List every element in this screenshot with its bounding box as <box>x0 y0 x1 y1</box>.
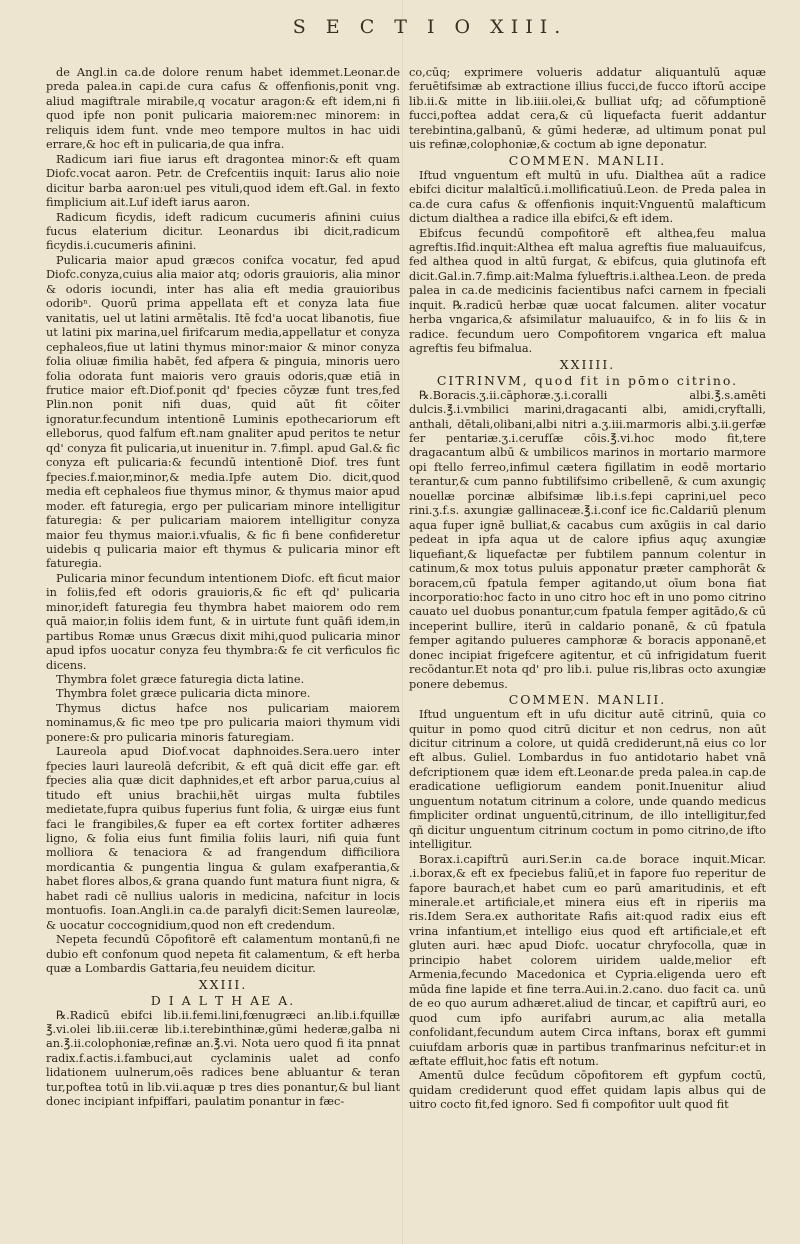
paragraph: Iftud unguentum eft in ufu dicitur autē citrinū, quia co quitur in pomo quod citrū dicitur et non cedrus, non aūt dicitur citrinum a colore, ut quidā crediderunt,nā eius co lor eft albus. Guliel. Lombardus in fuo antidotario habet vnā defcriptionem quæ idem eft.Leonar.de preda palea.in cap.de eradicatione uefligiorum eandem ponit.Inuenitur aliud unguentum notatum citrinum a colore, unde quando medicus fimpliciter ordinat unguentū,citrinum, de illo intelligitur,fed qñ dicitur unguentum citrinum coctum in pomo citrino,de ifto intelligitur. <box>409 708 766 852</box>
gutter <box>402 0 403 1244</box>
paragraph: Thymbra folet græce pulicaria dicta minore. <box>56 687 311 701</box>
paragraph: Radicum iari fiue iarus eft dragontea minor:& eft quam Diofc.vocat aaron. Petr. de Crefcentiis inquit: Iarus alio noie dicitur barba aaron:uel pes vituli,quod idem eft.Gal. in fexto fimplicium ait.Luf ideft iarus aaron. <box>46 152 400 210</box>
running-head: S E C T I O XIII. <box>292 16 568 38</box>
paragraph: Ebifcus fecundū compofitorē eft althea,feu malua agreftis.Ifid.inquit:Althea eft malua agreftis fiue maluauifcus, fed althea quod in altū furgat, & ebifcus, quia glutinofa eft dicit.Gal.in.7.fimp.ait:Malma fylueftris.i.althea.Leon. de preda palea in ca.de medicinis facientibus nafci carnem in fpeciali inquit. ℞.radicū herbæ quæ uocat falcumen. aliter vocatur herba vngarica,& afsimilatur maluauifco, & in fo liis & in radice. fecundum uero Compofitorem vngarica eft malua agreftis feu bifmalua. <box>409 226 766 356</box>
section-heading: XXIIII. <box>559 356 616 372</box>
paragraph: ℞.Radicū ebifci lib.ii.femi.lini,fœnugræci an.lib.i.fquillæ ℥.vi.olei lib.iii.ceræ lib.i.terebinthinæ,gūmi hederæ,galba ni an.℥.ii.colophoniæ,refinæ an.℥.vi. Nota uero quod fi ita pnnat radix.f.actis.i.fambuci,aut cyclaminis ualet ad confo lidationem uulnerum,oēs radices bene abluantur & teran tur,poftea totū in lib.vii.aquæ p tres dies ponantur,& bul liant donec incipiant infpiffari, paulatim ponantur in fæc- <box>46 1008 400 1109</box>
section-heading: CITRINVM, quod fit in pōmo citrino. <box>436 372 739 388</box>
paragraph: Pulicaria minor fecundum intentionem Diofc. eft ficut maior in foliis,fed eft odoris grauioris,& fic eft qd' pulicaria minor,ideft faturegia feu thymbra habet maiorem odo rem quā maior,in foliis idem funt, & in uirtute funt quāfi idem,in partibus Romæ unus Græcus dixit mihi,quod pulicaria minor apud ipfos uocatur conyza feu thymbra:& fe cit verficulos fic dicens. <box>46 571 400 672</box>
section-heading: D I A L T H AE A. <box>150 992 296 1008</box>
paragraph: co,cūq; exprimere volueris addatur aliquantulū aquæ feruētifsimæ ab extractione illius fucci,de fucco iftorū accipe lib.ii.& mitte in lib.iiii.olei,& bulliat ufq; ad cōfumptionē fucci,poftea addat cera,& cū liquefacta fuerit addantur terebintina,galbanū, & gūmi hederæ, ad ultimum ponat pul uis refinæ,colophoniæ,& coctum ab igne deponatur. <box>409 66 766 152</box>
paragraph: Borax.i.capiftrū auri.Ser.in ca.de borace inquit.Micar. .i.borax,& eft ex fpeciebus faliū,et in fapore fuo reperitur de fapore baurach,et habet cum eo parū amaritudinis, et eft minerale.et artificiale,et minera eius eft in riperiis ma ris.Idem Sera.ex authoritate Rafis ait:quod radix eius eft vrina infantium,et intelligo eius quod eft artificiale,et eft gluten auri. hæc apud Diofc. uocatur chryfocolla, quæ in principio habet colorem uiridem ualde,melior eft Armenia,fecundo Macedonica et Cypria.eligenda uero eft mūda fine lapide et fine terra.Aui.in.2.cano. duo facit ca. unū de eo quo aurum adhæret.aliud de tincar, et capiftrū auri, eo quod cum ipfo aurifabri aurum,ac alia metalla confolidant,fecundum autem Circa inftans, borax eft gummi cuiufdam arboris quæ in partibus tranfmarinus nefcitur:et in æftate effluit,hoc fatis eft notum. <box>409 852 766 1068</box>
section-heading: COMMEN. MANLII. <box>508 692 667 708</box>
section-heading: COMMEN. MANLII. <box>508 152 667 168</box>
paragraph: Nepeta fecundū Cōpofitorē eft calamentum montanū,fi ne dubio eft confonum quod nepeta fit calamentum, & eft herba quæ a Lombardis Gattaria,feu neuidem dicitur. <box>46 933 400 976</box>
paragraph: Thymus dictus hafce nos pulicariam maiorem nominamus,& fic meo tpe pro pulicaria maiori thymum vidi ponere:& pro pulicaria minoris faturegiam. <box>46 701 400 744</box>
paragraph: Amentū dulce fecūdum cōpofitorem eft gypfum coctū, quidam crediderunt quod effet quidam lapis albus qui de uitro cocto fit,fed ignoro. Sed fi compofitor uult quod fit <box>409 1069 766 1112</box>
paragraph: Thymbra folet græce faturegia dicta latine. <box>56 673 305 687</box>
paragraph: Iftud vnguentum eft multū in ufu. Dialthea aūt a radice ebifci dicitur malaltīcū.i.mollificatiuū.Leon. de Preda palea in ca.de cura cafus & offenfionis inquit:Vnguentū malafticum dictum dialthea a radice illa ebifci,& eft idem. <box>409 168 766 226</box>
paragraph: Laureola apud Diof.vocat daphnoides.Sera.uero inter fpecies lauri laureolā defcribit, & eft quā dicit effe gar. eft fpecies alia quæ dicit daphnides,et eft arbor parua,cuius al titudo eft unius brachii,hēt uirgas multa fubtiles medietate,fupra quibus fuperius funt folia, & uirgæ eius funt faci le frangibiles,& fuper ea eft cortex fortiter adhæres ligno, & folia eius funt fimilia foliis lauri, nifi quia funt molliora & tenaciora & ad frangendum difficiliora mordicantia & pungentia lingua & gulam exafperantia,& habet flores albos,& grana quando funt matura fiunt nigra, & habet radi cē nullius ualoris in medicina, nafcitur in locis montuofis. Ioan.Angli.in ca.de paralyfi dicit:Semen laureolæ, & uocatur coccognidium,quod non eft credendum. <box>46 745 400 932</box>
section-heading: XXIII. <box>198 976 248 992</box>
right-column <box>409 66 766 1113</box>
paragraph: Pulicaria maior apud græcos conifca vocatur, fed apud Diofc.conyza,cuius alia maior atq; odoris grauioris, alia minor & odoris iocundi, inter has alia eft media grauioribus odoribⁿ. Quorū prima appellata eft et conyza lata fiue vanitatis, uel ut latini armētalis. Itē fcd'a uocat libanotis, fiue ut latini pix marina,uel firifcarum media,appellatur et conyza cephaleos,fiue ut latini thymus minor:maior & minor conyza folia oliuæ fimilia habēt, fed afpera & pinguia, minoris uero folia odorata funt maioris vero grauis odoris,quæ etiā in frutice maior eft.Diof.ponit qd' fpecies cōyzæ funt tres,fed Plin.non ponit nifi duas, quid aūt fit cōiter ignoratur.fecundum intentionē Luminis epothecariorum eft elleborus, quod falfum eft.nam gnaliter apud peritos te netur qd' conyza fit pulicaria,ut inuenitur in. 7.fimpl. apud Gal.& fic conyza eft pulicaria:& fecundū intentionē Diof. tres funt fpecies.f.maior,minor,& media.Ipfe autem Dio. dicit,quod media eft cephaleos fiue thymus minor, & thymus maior apud moder. eft faturegia, ergo per pulicariam minore intelligitur faturegia: & per pulicariam maiorem intelligitur conyza maior feu thymus maior.i.vfualis, & fic fi bene confideretur uidebis q pulicaria maior eft thymus & pulicaria minor eft faturegia. <box>46 253 400 571</box>
paragraph: de Angl.in ca.de dolore renum habet idemmet.Leonar.de preda palea.in capi.de cura cafus & offenfionis,ponit vng. aliud magiftrale mirabile,q vocatur aragon:& eft idem,ni fi quod ipfe non ponit pulicaria maiorem:nec minorem: in reliquis idem funt. vnde meo tempore multos in hac uidi errare,& hoc eft in pulicaria,de qua infra. <box>46 66 400 152</box>
paragraph: Radicum ficydis, ideft radicum cucumeris afinini cuius fucus elaterium dicitur. Leonardus ibi dicit,radicum ficydis.i.cucumeris afinini. <box>46 210 400 253</box>
left-column <box>46 66 400 1110</box>
paragraph: ℞.Boracis.ʒ.ii.cāphoræ.ʒ.i.coralli albi.℥.s.amēti dulcis.℥.i.vmbilici marini,dragacanti albi, amidi,cryftalli, anthali, dētali,olibani,albi nitri a.ʒ.iii.marmoris albi.ʒ.ii.gerfæ fer pentariæ.ʒ.i.cerufſæ cōis.℥.vi.hoc modo fit,tere dragacantum albū & umbilicos marinos in mortario marmore opi ftello ferreo,infimul cætera figillatim in eodē mortario terantur,& cum panno fubtilifsimo cribellenē, & cum axungiç nouellæ porcinæ albifsimæ lib.i.s.fepi caprini,uel peco rini.ʒ.f.s. axungiæ gallinaceæ.℥.i.conf ice fic.Caldariū plenum aqua fuper ignē bulliat,& cacabus cum axūgiis in cal dario pedeat in ipfa aqua ut de calore ipfius aquç axungiæ liquefiant,& liquefactæ per fubtilem pannum colentur in catinum,& mox totus puluis apponatur præter camphorāt & boracem,cū fpatula femper agitando,ut oīum bona fiat incorporatio:hoc facto in uno citro hoc eft in uno pomo citrino cauato uel duobus ponantur,cum fpatula femper agitādo,& cū inceperint bullire, iterū in caldario ponanē, & cū fpatula femper agitando pulueres camphoræ & boracis apponanē,et donec incipiat frigefcere agitentur, et cū infrigidatum fuerit recōdantur.Et nota qd' pro lib.i. pulue ris,libras octo axungiæ ponere debemus. <box>409 388 766 691</box>
